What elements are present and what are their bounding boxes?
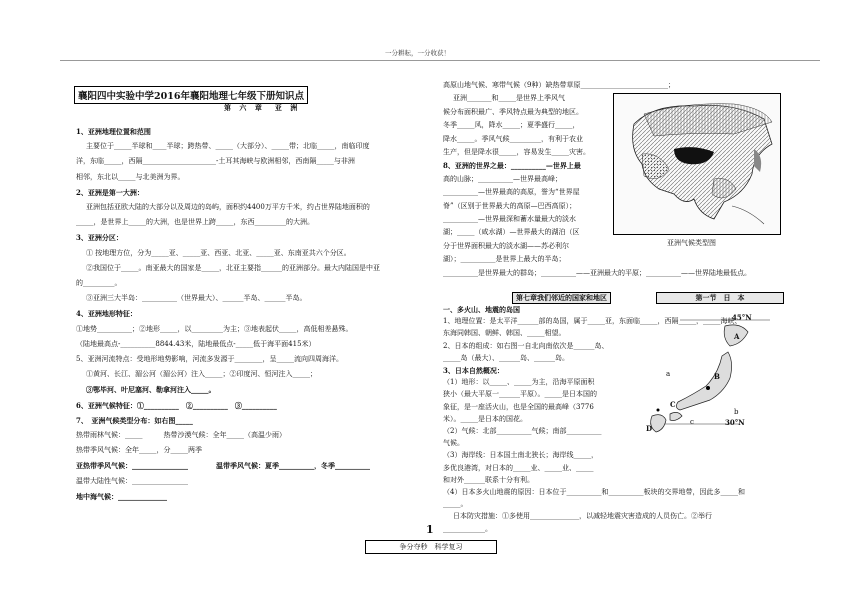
- right-line: 降水_____。季风气候_________，有利于农业: [443, 134, 583, 143]
- right-line: 湖；_____（咸水湖）—世界最大的湖泊（区: [443, 228, 580, 237]
- left-line: ①地势__________；②地形_____，以_________为主；③地表起伏_____，高低相差悬殊。: [76, 324, 353, 333]
- header-rule: [60, 60, 820, 61]
- right-line: 湖）；__________是世界上最大的半岛；: [443, 255, 566, 264]
- header-motto: 一分耕耘，一分收获！: [385, 49, 450, 57]
- right-line: 冬季_____风，降水_____；夏季盛行_____，: [443, 121, 580, 130]
- left-line: 6、亚洲气候特征：①__________ ②__________ ③__________: [76, 400, 277, 410]
- right-line: 候分布面积最广、季风特点最为典型的地区。: [443, 107, 583, 116]
- left-line: ①黄河、长江、湄公河（湄公河）注入_____；②印度河、恒河注入_____；: [86, 370, 317, 379]
- map-label-d: D: [646, 424, 653, 433]
- japan-line: （4）日本多火山地震的原因：日本位于__________和__________板块的交界地带，因此多_____和: [443, 488, 745, 496]
- left-line: 亚洲包括亚欧大陆的大部分以及周边的岛屿，面积约4400万平方千米，约占世界陆地面积的: [86, 203, 370, 211]
- japan-line: 多优良港湾，对日本的_____业、_____业、_____: [443, 463, 594, 472]
- japan-line: 2、日本的组成：如右图一自北向南依次是______岛、: [443, 341, 609, 350]
- left-line: _____，是世界上_____的大洲，也是世界上跨_____，东西_________的大洲。: [76, 218, 314, 227]
- map-label-sea-a: a: [666, 370, 671, 378]
- japan-line: _____。: [443, 500, 468, 509]
- left-line: ③鄂毕河、叶尼塞河、勒拿河注入_____。: [86, 385, 216, 395]
- japan-line: 狭小（最大平原一______平原）。_____是日本国的: [443, 390, 597, 399]
- right-line: __________—世界最深和蓄水量最大的淡水: [443, 215, 576, 223]
- map-label-a: A: [734, 332, 740, 341]
- left-line: 1、亚洲地理位置和范围: [76, 127, 151, 136]
- footer-slogan: 争分夺秒 科学复习: [365, 540, 497, 554]
- asia-map-graphic: [614, 94, 780, 234]
- left-line: 主要位于_____半球和____半球；跨热带、_____（大部分）、_____带；北临_____，南临印度: [86, 142, 370, 151]
- japan-line: 东海同韩国、朝鲜、韩国、_____相望。: [443, 329, 566, 338]
- japan-line: （3）海岸线：日本国土南北狭长；海岸线_____，: [443, 451, 598, 460]
- left-line: 2、亚洲是第一大洲：: [76, 187, 144, 197]
- chapter-heading: 第 六 章 亚 洲: [224, 103, 301, 112]
- left-line: 相邻，东北以_____与北美洲为界。: [76, 172, 185, 181]
- japan-line: _____岛（最大）、______岛、______岛。: [443, 353, 569, 362]
- left-line: ① 按地理方位，分为_____亚、_____亚、西亚、北亚、_____亚、东南亚共六个分区。: [86, 248, 351, 257]
- japan-line: 日本防灾措施：①多使用______________，以减轻地震灾害造成的人员伤亡。②举行: [453, 512, 712, 521]
- left-line: 热带雨林气候：_____ 热带沙漠气候：全年_____（高温少雨）: [76, 431, 286, 439]
- right-line: 分于世界面积最大的淡水湖——苏必利尔: [443, 241, 569, 250]
- left-line: 洋，东临_____，西隔_____________________-土耳其海峡与欧洲相邻，西南隔_____与非洲: [76, 157, 355, 166]
- left-line: ②我国位于_____。南亚最大的国家是_____，北亚主要指______的亚洲部分。最大内陆国是中亚: [86, 263, 380, 272]
- map-label-sea-c: c: [690, 418, 694, 426]
- japan-line: ____________。: [443, 524, 492, 533]
- map-caption: 亚洲气候类型图: [667, 239, 716, 247]
- right-line: 高的山脉；__________—世界最高峰；: [443, 174, 562, 183]
- left-line: ③亚洲三大半岛：__________（世界最大）、______半岛、______半岛。: [86, 294, 307, 303]
- japan-line: 1、地理位置：是太平洋______部的岛国，属于_____亚，东面临_____，西隔_____，_____海峡、: [443, 317, 742, 326]
- asia-climate-map: [613, 93, 781, 235]
- right-line: 生产，但是降水很_____，容易发生_____灾害。: [443, 148, 590, 156]
- japan-line: 一、多火山、地震的岛国: [443, 305, 520, 314]
- right-line: 8、亚洲的世界之最：__________—世界上最: [443, 161, 581, 171]
- left-line: 的_________。: [76, 279, 122, 287]
- japan-line: 和对外______联系十分有利。: [443, 475, 534, 484]
- left-line: 亚热带季风气候：________________ 温带季风气候：夏季__________，冬季__________: [76, 461, 370, 471]
- right-line: 亚洲_______和_____是世界上季风气: [453, 94, 565, 103]
- lat-30-label: 30°N: [725, 418, 745, 427]
- section1-heading: 第一节 日 本: [656, 292, 784, 304]
- japan-map: [630, 312, 780, 454]
- left-line: 热带季风气候：全年_____，分_____两季: [76, 446, 202, 455]
- right-line: __________—世界最高的高原，誉为“世界屋: [443, 188, 580, 197]
- left-line: 7、 亚洲气候类型分布：如右图_____: [76, 415, 193, 425]
- map-label-c: C: [670, 400, 676, 409]
- left-line: 3、亚洲分区：: [76, 233, 123, 243]
- left-line: 地中海气候：______________: [76, 491, 167, 501]
- map-label-sea-b: b: [734, 408, 739, 416]
- japan-map-graphic: [630, 312, 780, 454]
- left-line: （陆地最高点-__________8844.43米，陆地最低点-_____低于海平面415米）: [76, 339, 316, 348]
- map-label-b: B: [714, 372, 720, 381]
- left-line: 4、亚洲地形特征：: [76, 309, 137, 319]
- japan-line: 米）。_____是日本的国花。: [443, 414, 527, 423]
- right-line: 脊”（区别于世界最大的高原—巴西高原）；: [443, 201, 577, 210]
- japan-line: （1）地形：以_____、_____为主，沿海平原面积: [443, 378, 595, 387]
- document-title: 襄阳四中实验中学2016年襄阳地理七年级下册知识点: [74, 86, 308, 104]
- lat-45-label: 45°N: [732, 313, 752, 322]
- left-line: 5、亚洲河流特点：受地形地势影响，河流多发源于________，呈_____流向四周海洋。: [76, 355, 343, 363]
- japan-line: 3、日本自然概况：: [443, 366, 504, 375]
- japan-line: （2）气候：北部__________气候；南部__________: [443, 427, 602, 435]
- page-number: 1: [426, 523, 434, 536]
- right-line: 高原山地气候、寒带气候（9种）缺热带草原_________________________；: [443, 81, 675, 89]
- left-line: 温带大陆性气候：________________: [76, 476, 188, 485]
- right-line: __________是世界最大的群岛；__________——亚洲最大的平原；__________——世界陆地最低点。: [443, 268, 751, 277]
- japan-line: 象征，是一座活火山，也是全国的最高峰（3776: [443, 402, 594, 411]
- japan-line: 气候。: [443, 439, 464, 448]
- chapter7-heading: 第七章我们邻近的国家和地区: [512, 292, 611, 304]
